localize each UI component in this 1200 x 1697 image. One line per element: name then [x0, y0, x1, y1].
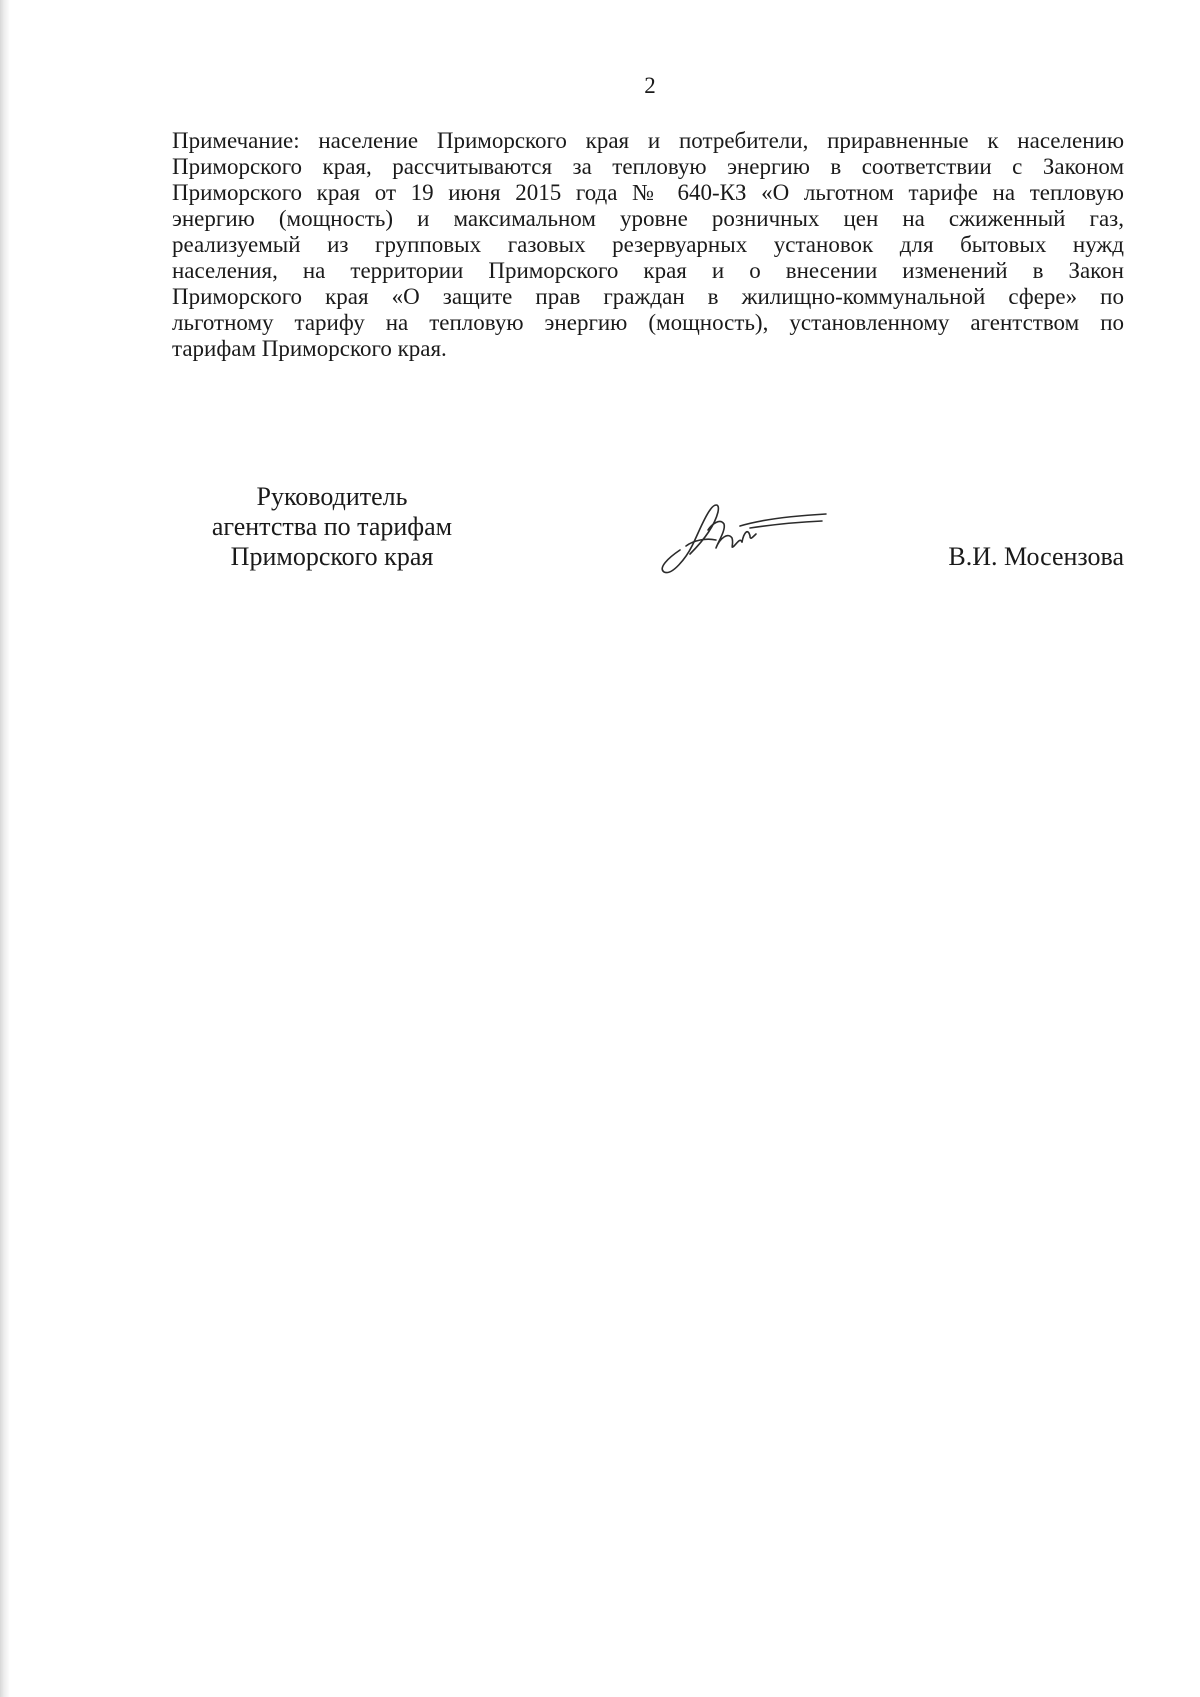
note-line: Приморского края от 19 июня 2015 года № 640-КЗ «О льготном тарифе на тепловую [172, 180, 1124, 205]
note-line: реализуемый из групповых газовых резервуарных установок для бытовых нужд [172, 232, 1124, 257]
page-number: 2 [644, 73, 656, 98]
note-line: тарифам Приморского края. [172, 336, 447, 361]
position-line: Руководитель [256, 482, 408, 511]
note-line: населения, на территории Приморского края и о внесении изменений в Закон [172, 258, 1124, 283]
note-paragraph [172, 128, 1124, 362]
signature-block [172, 482, 1124, 592]
note-line: Приморского края, рассчитываются за тепловую энергию в соответствии с Законом [172, 154, 1124, 179]
note-line: Приморского края «О защите прав граждан в жилищно-коммунальной сфере» по [172, 284, 1124, 309]
note-line: льготному тарифу на тепловую энергию (мощность), установленному агентством по [172, 310, 1124, 335]
handwritten-signature-icon [650, 488, 830, 578]
signatory-position [172, 482, 492, 572]
scan-edge [0, 0, 10, 1697]
position-line: Приморского края [230, 542, 434, 571]
position-line: агентства по тарифам [211, 512, 453, 541]
signatory-name: В.И. Мосензова [948, 542, 1124, 571]
note-line: Примечание: население Приморского края и потребители, приравненные к населению [172, 128, 1124, 153]
note-line: энергию (мощность) и максимальном уровне розничных цен на сжиженный газ, [172, 206, 1124, 231]
